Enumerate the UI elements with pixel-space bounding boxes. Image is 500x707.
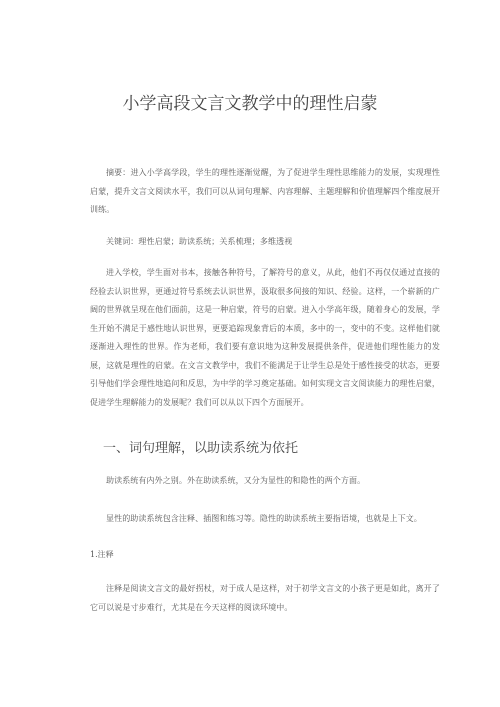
subsection-heading: 1.注释	[90, 550, 114, 559]
section-paragraph-1: 助读系统有内外之别。外在助读系统，又分为显性的和隐性的两个方面。	[106, 476, 366, 485]
keywords-paragraph: 关键词：理性启蒙；助读系统；关系梳理；多维透视	[106, 237, 293, 246]
abstract-paragraph: 摘要：进入小学高学段，学生的理性逐渐觉醒，为了促进学生理性思维能力的发展，实现理性启蒙，提升文言文阅读水平，我们可以从词句理解、内容理解、主题理解和价值理解四个维度展开训练。	[90, 168, 440, 214]
section-paragraph-3: 注释是阅读文言文的最好拐杖，对于成人是这样，对于初学文言文的小孩子更是如此，离开了它可以说是寸步难行，尤其是在今天这样的阅读环境中。	[90, 584, 440, 612]
document-title: 小学高段文言文教学中的理性启蒙	[122, 94, 378, 114]
intro-paragraph: 进入学校，学生面对书本，接触各种符号，了解符号的意义，从此，他们不再仅仅通过直接的经验去认识世界，更通过符号系统去认识世界，汲取很多间接的知识、经验。这样，一个崭新的广阔的世界就呈现在他们面前，这是一种启蒙，符号的启蒙。进入小学高年级，随着身心的发展，学生开始不满足于感性地认识世界，更要追踪现象背后的本质，多中的一，变中的不变。这样他们就逐渐进入理性的世界。作为老师，我们要有意识地为这种发展提供条件，促进他们理性能力的发展，这就是理性的启蒙。在文言文教学中，我们不能满足于让学生总是处于感性接受的状态，更要引导他们学会理性地追问和反思，为中学的学习奠定基础。如何实现文言文阅读能力的理性启蒙，促进学生理解能力的发展呢？我们可以从以下四个方面展开。	[90, 268, 440, 407]
section-paragraph-2: 显性的助读系统包含注释、插图和练习等。隐性的助读系统主要指语境，也就是上下文。	[106, 514, 422, 523]
section-heading: 一、词句理解，以助读系统为依托	[103, 441, 299, 456]
